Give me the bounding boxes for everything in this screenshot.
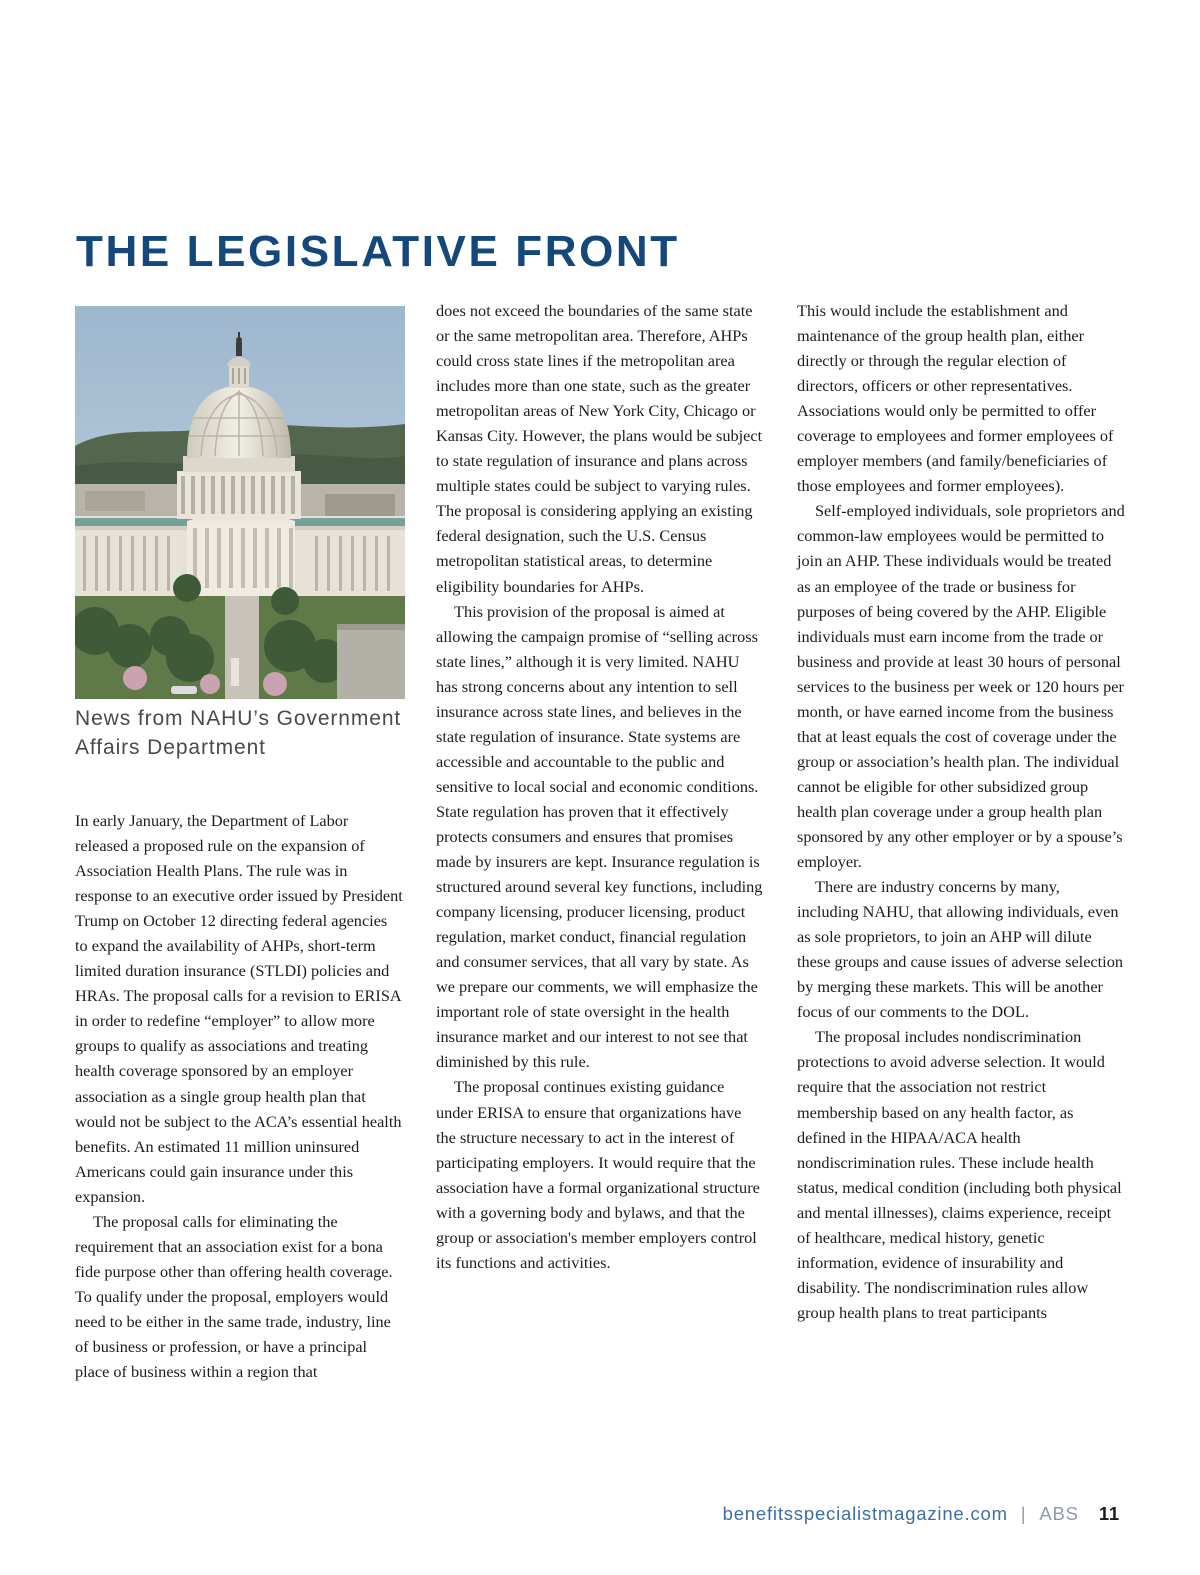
paragraph: The proposal includes nondiscrimination protections to avoid adverse selection. It would require that the association not restrict membership based on any health factor, as defined in the HIPAA/ACA health nondiscrimination rules. These include health status, medical condition (including both physical and mental illnesses), claims experience, receipt of healthcare, medical history, genetic information, evidence of insurability and disability. The nondiscrimination rules allow group health plans to treat participants bbox=[797, 1027, 1122, 1322]
page-title: THE LEGISLATIVE FRONT bbox=[76, 227, 680, 276]
paragraph: In early January, the Department of Labor released a proposed rule on the expansion of Association Health Plans. The rule was in response to an executive order issued by President Trump on October 12 directing federal agencies to expand the availability of AHPs, short-term limited duration insurance (STLDI) policies and HRAs. The proposal calls for a revision to ERISA in order to redefine “employer” to allow more groups to qualify as associations and treating health coverage sponsored by an employer association as a single group health plan that would not be subject to the ACA’s essential health benefits. An estimated 11 million uninsured Americans could gain insurance under this expansion. bbox=[75, 811, 403, 1206]
section-label: ABS bbox=[1039, 1503, 1079, 1524]
paragraph: The proposal continues existing guidance under ERISA to ensure that organizations have the structure necessary to act in the interest of participating employers. It would require that the association have a formal organizational structure with a governing body and bylaws, and that the group or association's member employers control its functions and activities. bbox=[436, 1077, 760, 1272]
page-number: 11 bbox=[1098, 1503, 1120, 1524]
article-column-3 bbox=[797, 298, 1125, 1325]
page-footer bbox=[723, 1503, 1120, 1525]
article-column-2 bbox=[436, 298, 764, 1275]
section-caption: News from NAHU’s Government Affairs Department bbox=[75, 707, 402, 759]
article-column-1 bbox=[75, 808, 403, 1384]
website-link[interactable]: benefitsspecialistmagazine.com bbox=[722, 1503, 1008, 1524]
paragraph: does not exceed the boundaries of the same state or the same metropolitan area. Therefore, AHPs could cross state lines if the metropolitan area includes more than one state, such as the greater metropolitan areas of New York City, Chicago or Kansas City. However, the plans would be subject to state regulation of insurance and plans across multiple states could be subject to varying rules. The proposal is considering applying an existing federal designation, such the U.S. Census metropolitan statistical areas, to determine eligibility boundaries for AHPs. bbox=[436, 301, 763, 596]
paragraph: The proposal calls for eliminating the requirement that an association exist for a bona fide purpose other than offering health coverage. To qualify under the proposal, employers would need to be either in the same trade, industry, line of business or profession, or have a principal place of business within a region that bbox=[75, 1211, 393, 1382]
paragraph: Self-employed individuals, sole proprietors and common-law employees would be permitted to join an AHP. These individuals would be treated as an employee of the trade or business for purposes of being covered by the AHP. Eligible individuals must earn income from the trade or business and provide at least 30 hours of personal services to the business per week or 120 hours per month, or have earned income from the business that at least equals the cost of coverage under the group or association’s health plan. The individual cannot be eligible for other subsidized group health plan coverage under a group health plan sponsored by any other employer or by a spouse’s employer. bbox=[797, 501, 1125, 872]
paragraph: There are industry concerns by many, including NAHU, that allowing individuals, even as sole proprietors, to join an AHP will dilute these groups and cause issues of adverse selection by merging these markets. This will be another focus of our comments to the DOL. bbox=[797, 877, 1123, 1022]
footer-separator: | bbox=[1020, 1503, 1027, 1524]
paragraph: This would include the establishment and maintenance of the group health plan, either directly or through the regular election of directors, officers or other representatives. Associations would only be permitted to offer coverage to employees and former employees of employer members (and family/beneficiaries of those employees and former employees). bbox=[797, 301, 1114, 496]
capitol-building-photo bbox=[75, 306, 405, 699]
paragraph: This provision of the proposal is aimed at allowing the campaign promise of “selling across state lines,” although it is very limited. NAHU has strong concerns about any intention to sell insurance across state lines, and believes in the state regulation of insurance. State systems are accessible and accountable to the public and sensitive to local social and economic conditions. State regulation has proven that it effectively protects consumers and ensures that promises made by insurers are kept. Insurance regulation is structured around several key functions, including company licensing, producer licensing, product regulation, market conduct, financial regulation and consumer services, that all vary by state. As we prepare our comments, we will emphasize the important role of state oversight in the health insurance market and our interest to not see that diminished by this rule. bbox=[436, 601, 763, 1072]
